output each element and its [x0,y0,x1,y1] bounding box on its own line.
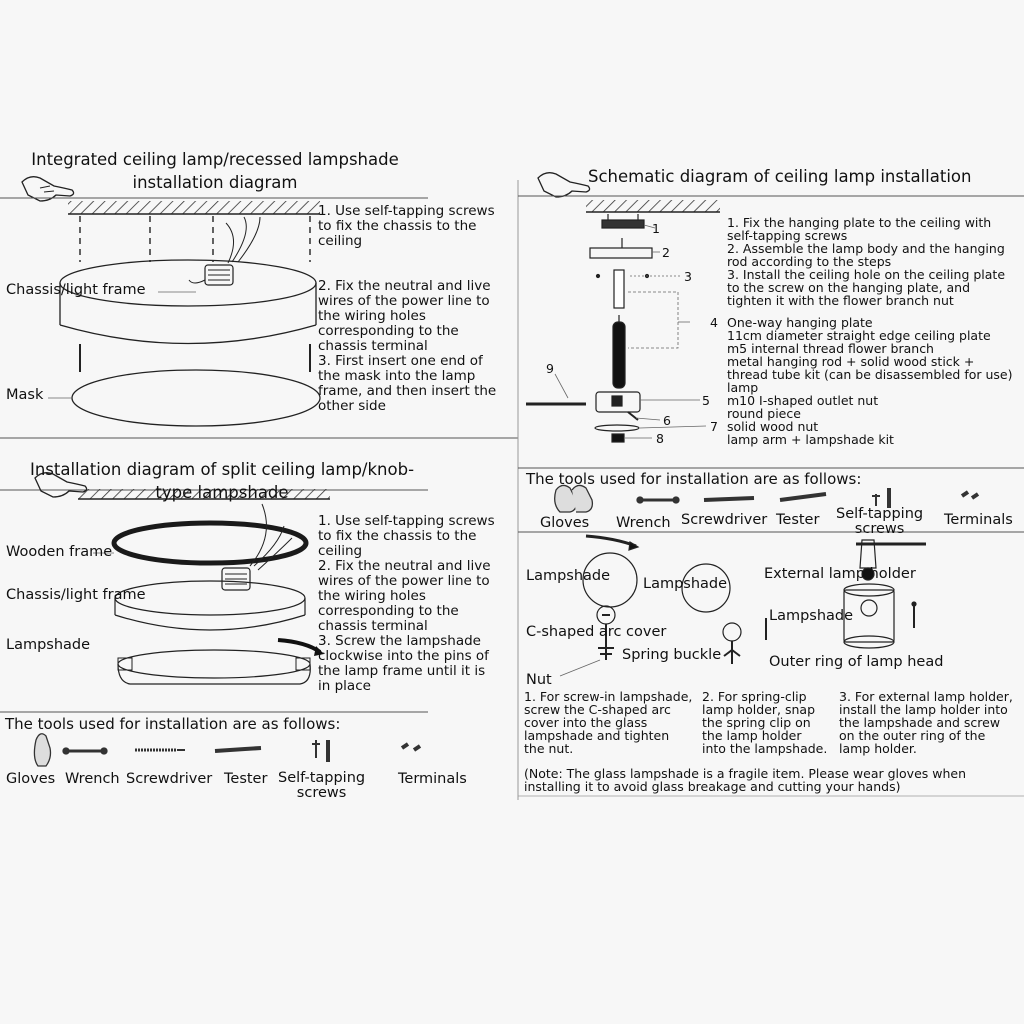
tool-tester: Tester [224,771,268,787]
part-number-4: 4 [710,315,718,330]
left-tools-title: The tools used for installation are as follows: [5,715,341,733]
part-number-7: 7 [710,419,718,434]
wooden-frame-drawing [114,523,306,563]
right-title: Schematic diagram of ceiling lamp installation [588,167,972,186]
right-tool-gloves: Gloves [540,515,590,531]
right-tool-tester: Tester [776,512,820,528]
instruction-external-holder: 3. For external lamp holder, install the lamp holder into the lampshade and screw on the outer ring of the lamp holder. [839,689,1013,756]
left-tools-icons [34,734,420,766]
label-lampshade: Lampshade [6,637,91,653]
label-lampshade-1: Lampshade [526,568,611,584]
label-external-lamp-holder: External lamp holder [764,566,916,582]
tool-wrench: Wrench [65,771,120,787]
label-chassis-frame-2: Chassis/light frame [6,587,146,603]
hand-pointer-icon-3 [538,173,590,197]
label-lampshade-3: Lampshade [769,608,854,624]
part-number-1: 1 [652,221,660,236]
fragile-note: (Note: The glass lampshade is a fragile item. Please wear gloves when installing it to avoid glass breakage and cutting your hands) [524,766,967,794]
label-chassis-frame: Chassis/light frame [6,282,146,298]
chassis-drawing [60,217,316,344]
mask-drawing [72,370,320,426]
right-tool-terminals: Terminals [944,512,1013,528]
instruction-screw-in: 1. For screw-in lampshade, screw the C-shaped arc cover into the glass lampshade and tighten the nut. [524,689,693,756]
label-mask: Mask [6,387,44,403]
tool-gloves: Gloves [6,771,56,787]
right-tools-title: The tools used for installation are as follows: [526,470,862,488]
right-steps: 1. Fix the hanging plate to the ceiling with self-tapping screws 2. Assemble the lamp body and the hanging rod according to the steps 3. Install the ceiling hole on the ceiling plate to the screw on the hanging plate, and tighten it with the flower branch nut [727,215,1006,308]
label-spring-buckle: Spring buckle [622,647,722,663]
right-tool-wrench: Wrench [616,515,671,531]
exploded-parts-drawing [526,214,706,442]
part-number-3: 3 [684,269,692,284]
lampshade-drawing [118,650,310,684]
tool-terminals: Terminals [398,771,467,787]
label-nut: Nut [526,672,552,688]
right-tool-screwdriver: Screwdriver [681,512,768,528]
part-number-9: 9 [546,361,554,376]
tool-self-tapping-screws: Self-tapping screws [278,770,366,801]
right-tool-self-tapping-screws: Self-tapping screws [836,506,924,537]
label-c-shaped-cover: C-shaped arc cover [526,624,667,640]
instruction-spring-clip: 2. For spring-clip lamp holder, snap the spring clip on the lamp holder into the lampshade. [702,689,828,756]
part-number-6: 6 [663,413,671,428]
label-lampshade-2: Lampshade [643,576,728,592]
tool-screwdriver: Screwdriver [126,771,213,787]
part-number-5: 5 [702,393,710,408]
left-title-1: Integrated ceiling lamp/recessed lampshade installation diagram [31,150,399,192]
left-title-2: Installation diagram of split ceiling lamp/knob- type lampshade [29,460,415,502]
part-number-2: 2 [662,245,670,260]
left-steps-1: 1. Use self-tapping screws to fix the chassis to the ceiling 2. Fix the neutral and live wires of the power line to the wiring holes corresponding to the chassis terminal 3. First insert one end of the mask into the lamp frame, and then insert the other side [318,203,497,414]
label-wooden-frame: Wooden frame [6,544,113,560]
label-outer-ring: Outer ring of lamp head [769,654,944,670]
right-parts-list: One-way hanging plate 11cm diameter straight edge ceiling plate m5 internal thread flower branch metal hanging rod + solid wood stick + thread tube kit (can be disassembled for use) lamp m10 I-shaped outlet nut round piece solid wood nut lamp arm + lampshade kit [727,315,1013,447]
left-steps-2: 1. Use self-tapping screws to fix the chassis to the ceiling 2. Fix the neutral and live wires of the power line to the wiring holes corresponding to the chassis terminal 3. Screw the lampshade clockwise into the pins of the lamp frame until it is in place [318,513,495,694]
ceiling-hatch [68,201,320,214]
part-number-8: 8 [656,431,664,446]
